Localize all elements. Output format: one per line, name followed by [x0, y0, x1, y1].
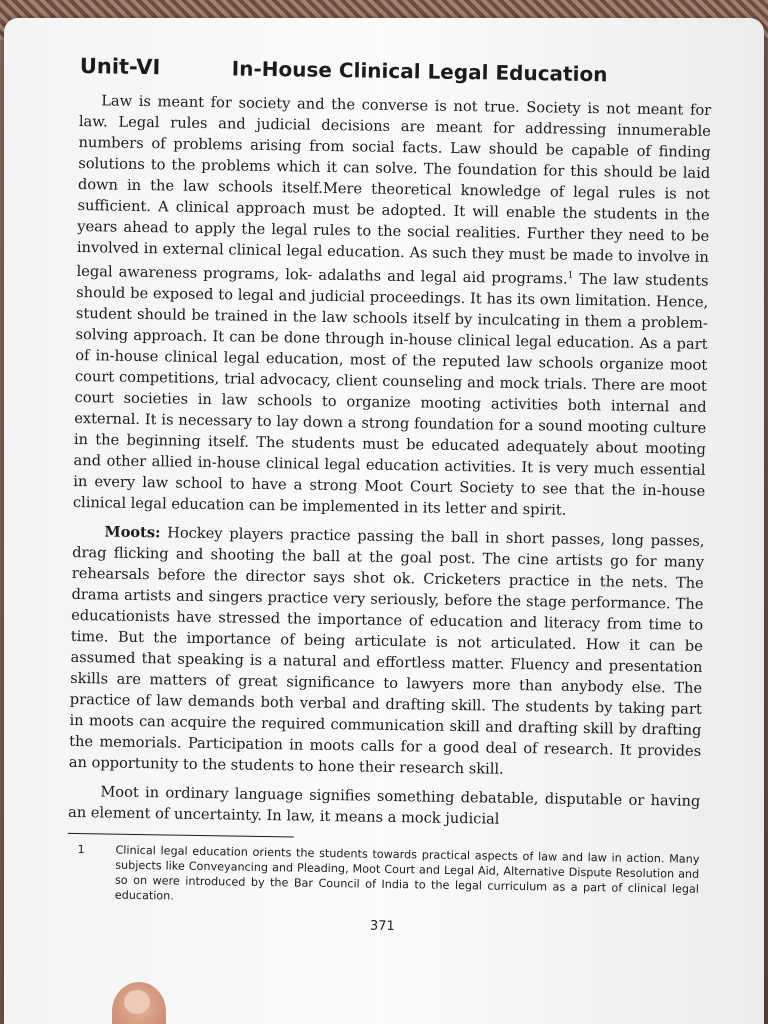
paragraph-moots-text: Hockey players practice passing the ball in short passes, long passes, drag flicking and shooting the ball at the goal post. The cine artists go for many rehearsals before the director says shot ok. Cricketers practice in the nets. The drama artists and singers practice very seriously, before the stage performance. The educationists have stressed the importance of education and literacy from time to time. But the importance of being articulate is not articulated. How it can be assumed that speaking is a natural and effortless matter. Fluency and presentation skills are matters of great significance to lawyers more than anybody else. The practice of law demands both verbal and drafting skill. The students by taking part in moots can acquire the required communication skill and drafting skill by drafting the memorials. Participation in moots calls for a good deal of research. It provides an opportunity to the students to hone their research skill. [68, 524, 705, 778]
thumb-nail [124, 990, 150, 1014]
footnote-text: Clinical legal education orients the students towards practical aspects of law and law in action. Many subjects like Conveyancing and Pleading, Moot Court and Legal Aid, Alternative Dispute Resolution and so on were introduced by the Bar Council of India to the legal curriculum as a part of clinical legal education. [114, 843, 700, 903]
paragraph-intro-text: Law is meant for society and the converse is not true. Society is not meant for law. Legal rules and judicial decisions are meant for addressing innumerable numbers of problems arising from social facts. Law should be capable of finding solutions to the problems which it can solve. The foundation for this should be laid down in the law schools itself.Mere theoretical knowledge of legal rules is not sufficient. A clinical approach must be adopted. It will enable the students in the years ahead to apply the legal rules to the social realities. Further they need to be involved in external clinical legal education. As such they must be made to involve in legal awareness programs, lok- adalaths and legal aid programs. [76, 92, 712, 288]
chapter-title: In-House Clinical Legal Education [231, 56, 608, 87]
paragraph-intro-cont: The law students should be exposed to legal and judicial proceedings. It has its own limitation. Hence, student should be trained in the law schools itself by inculcating in them a problem-solving approach. It can be done through in-house clinical legal education. As a part of in-house clinical legal education, most of the reputed law schools organize moot court competitions, trial advocacy, client counseling and mock trials. There are moot court societies in law schools to organize mooting activities both internal and external. It is necessary to lay down a strong foundation for a sound mooting culture in the beginning itself. The students must be educated adequately about mooting and other allied in-house clinical legal education activities. It is very much essential in every law school to have a strong Moot Court Society to see that the in-house clinical legal education can be implemented in its letter and spirit. [72, 270, 709, 519]
unit-label: Unit-VI [79, 54, 161, 80]
page-content [66, 54, 712, 939]
book-page [4, 18, 764, 1024]
paragraph-intro [73, 90, 712, 523]
moots-lead: Moots: [104, 523, 161, 542]
paragraph-moot-definition: Moot in ordinary language signifies something debatable, disputable or having an element of uncertainty. In law, it means a mock judicial [67, 783, 701, 828]
page-heading [80, 54, 712, 88]
footnote-divider [68, 833, 294, 838]
footnote-number: 1 [77, 842, 85, 857]
footnote [67, 842, 700, 912]
paragraph-moots [69, 521, 705, 783]
footnote-ref: 1 [567, 270, 574, 281]
page-number: 371 [369, 918, 395, 934]
